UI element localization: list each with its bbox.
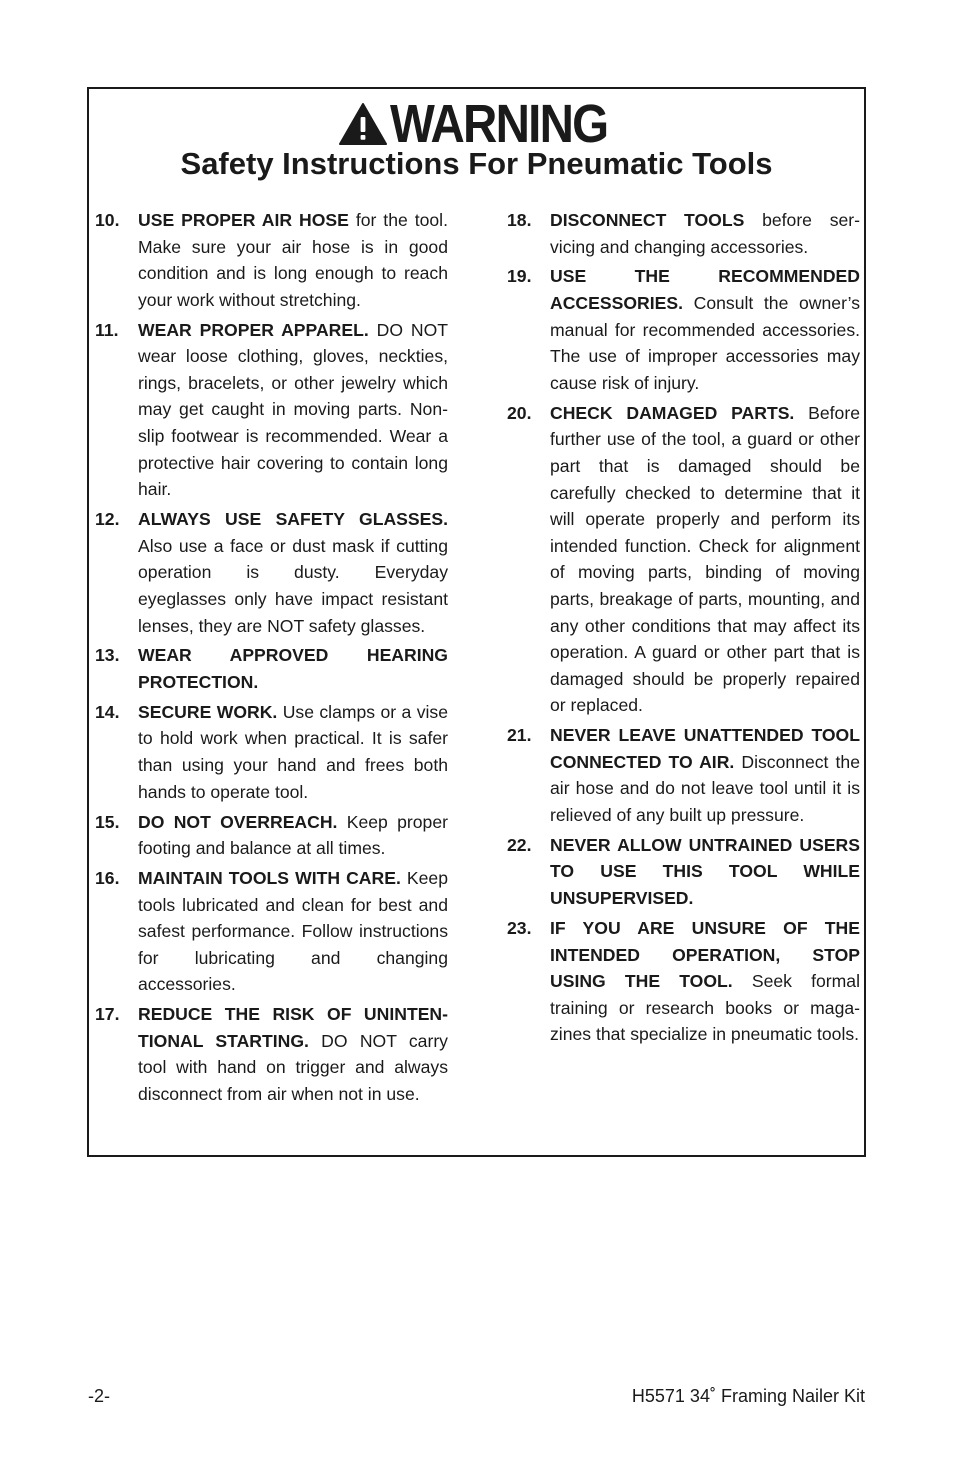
item-number: 16. xyxy=(95,868,120,889)
item-body: DO NOT wear loose clothing, gloves, neckties, rings, bracelets, or other jewelry which may get caught in moving parts. Non-slip footwear is recommended. Wear a protective hair covering to contain long hair. xyxy=(138,319,448,500)
item-number: 11. xyxy=(95,319,119,340)
item-heading: USE THE RECOMMENDED ACCESSORIES. xyxy=(550,266,860,314)
warning-box xyxy=(87,87,866,1157)
item-heading: IF YOU ARE UNSURE OF THE INTENDED OPERATION, STOP USING THE TOOL. xyxy=(550,917,860,992)
list-item xyxy=(95,1001,448,1107)
list-item xyxy=(95,207,448,313)
list-item xyxy=(507,400,860,719)
item-number: 17. xyxy=(95,1004,120,1025)
warning-header xyxy=(89,94,864,154)
item-body: Disconnect the air hose and do not leave tool until it is relieved of any built up pressure. xyxy=(550,751,860,825)
left-column xyxy=(95,207,448,1111)
list-item xyxy=(507,263,860,396)
product-name: H5571 34˚ Framing Nailer Kit xyxy=(631,1386,865,1406)
page-subtitle: Safety Instructions For Pneumatic Tools xyxy=(180,146,773,181)
item-number: 10. xyxy=(95,210,120,230)
list-item xyxy=(95,506,448,639)
item-heading: SECURE WORK. xyxy=(138,701,278,722)
item-heading: NEVER LEAVE UNATTENDED TOOL CONNECTED TO AIR. xyxy=(550,725,860,772)
item-number: 21. xyxy=(507,725,532,746)
page-number: -2- xyxy=(88,1386,110,1406)
item-heading: DISCONNECT TOOLS xyxy=(550,210,745,230)
item-heading: ALWAYS USE SAFETY GLASSES. xyxy=(138,509,448,530)
item-heading: USE PROPER AIR HOSE xyxy=(138,210,349,230)
item-number: 15. xyxy=(95,811,120,832)
item-body: DO NOT carry tool with hand on trigger and always disconnect from air when not in use. xyxy=(138,1030,448,1105)
item-number: 22. xyxy=(507,834,532,855)
list-item xyxy=(507,832,860,912)
item-body: Seek formal training or research books or magazines that specialize in pneumatic tools. xyxy=(550,971,860,1045)
item-body: Consult the owner’s manual for recommended accessories. The use of improper accessories may cause risk of injury. xyxy=(550,293,860,393)
item-body: Use clamps or a vise to hold work when practical. It is safer than using your hand and frees both hands to operate tool. xyxy=(138,701,448,802)
item-number: 18. xyxy=(507,210,532,230)
item-heading: DO NOT OVERREACH. xyxy=(138,811,338,832)
item-heading: REDUCE THE RISK OF UNINTENTIONAL STARTING. xyxy=(138,1004,448,1051)
item-body: Also use a face or dust mask if cutting operation is dusty. Everyday eyeglasses only have impact resistant lenses, they are NOT safety glasses. xyxy=(138,535,448,636)
item-number: 13. xyxy=(95,645,120,666)
item-number: 12. xyxy=(95,509,120,530)
list-item xyxy=(95,699,448,805)
item-heading: CHECK DAMAGED PARTS. xyxy=(550,402,795,423)
item-number: 14. xyxy=(95,701,120,722)
right-column xyxy=(507,207,860,1051)
item-body: Keep proper footing and balance at all times. xyxy=(138,811,448,859)
item-body: for the tool. Make sure your air hose is in good condition and is long enough to reach your work without stretching. xyxy=(138,210,448,310)
item-heading: NEVER ALLOW UNTRAINED USERS TO USE THIS TOOL WHILE UNSUPERVISED. xyxy=(550,834,860,909)
list-item xyxy=(507,207,860,260)
item-heading: WEAR PROPER APPAREL. xyxy=(138,319,369,340)
warning-title: WARNING xyxy=(390,94,608,154)
item-number: 23. xyxy=(507,917,532,938)
item-body: before servicing and changing accessories. xyxy=(550,210,860,257)
item-body: Before further use of the tool, a guard or other part that is damaged should be carefully checked to determine that it will operate properly and perform its intended function. Check for alignment of moving parts, binding of moving parts, breakage of parts, mounting, and any other conditions that may affect its operation. A guard or other part that is damaged should be properly repaired or replaced. xyxy=(550,402,860,716)
item-body: Keep tools lubricated and clean for best and safest performance. Follow instructions for lubricating and changing accessories. xyxy=(138,868,448,995)
exclamation-triangle-icon xyxy=(338,102,388,146)
item-heading: WEAR APPROVED HEARING PROTECTION. xyxy=(138,645,448,692)
list-item xyxy=(507,722,860,828)
item-number: 19. xyxy=(507,266,532,287)
list-item xyxy=(507,915,860,1048)
list-item xyxy=(95,809,448,862)
list-item xyxy=(95,865,448,998)
item-number: 20. xyxy=(507,402,532,423)
item-heading: MAINTAIN TOOLS WITH CARE. xyxy=(138,868,401,889)
list-item xyxy=(95,642,448,695)
list-item xyxy=(95,317,448,503)
